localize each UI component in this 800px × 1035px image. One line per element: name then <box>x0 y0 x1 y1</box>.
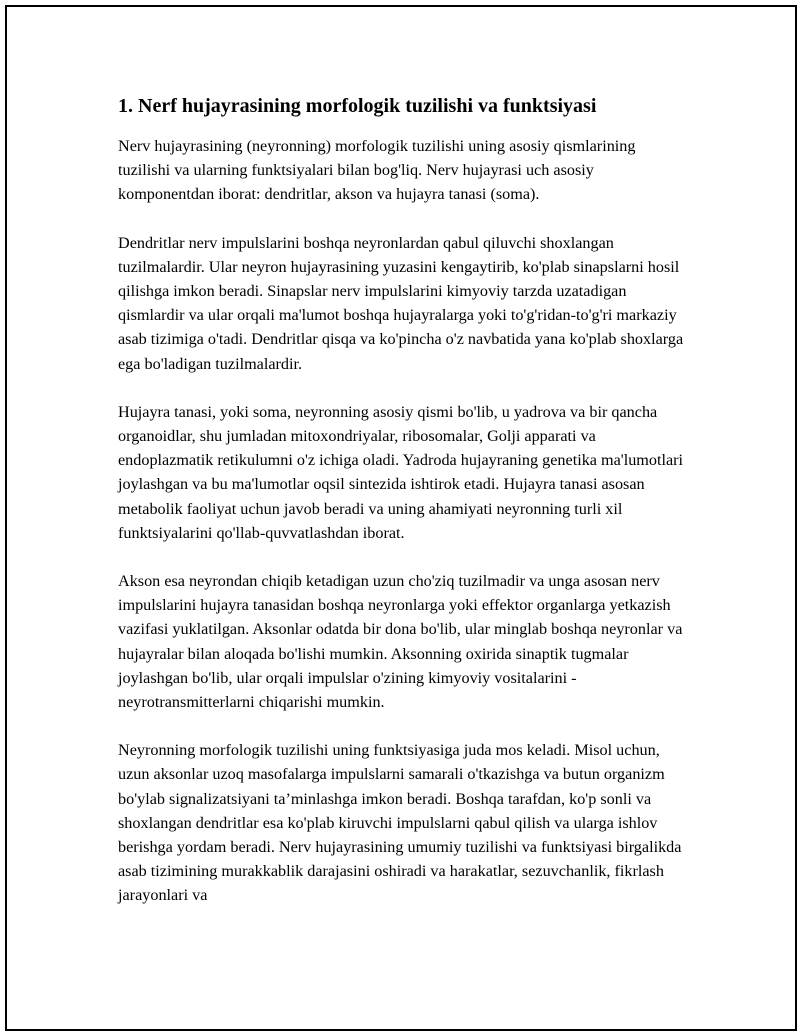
paragraph-conclusion: Neyronning morfologik tuzilishi uning funktsiyasiga juda mos keladi. Misol uchun, uzun aksonlar uzoq masofalarga impulslarni samarali o'tkazishga va butun organizm bo'ylab signalizatsiyani ta’minlashga imkon beradi. Boshqa tarafdan, ko'p sonli va shoxlangan dendritlar esa ko'plab kiruvchi impulslarni qabul qilish va ularga ishlov berishga yordam beradi. Nerv hujayrasining umumiy tuzilishi va funktsiyasi birgalikda asab tizimining murakkablik darajasini oshiradi va harakatlar, sezuvchanlik, fikrlash jarayonlari va <box>118 741 682 905</box>
paragraph-soma: Hujayra tanasi, yoki soma, neyronning asosiy qismi bo'lib, u yadrova va bir qancha organoidlar, shu jumladan mitoxondriyalar, ribosomalar, Golji apparati va endoplazmatik retikulumni o'z ichiga oladi. Yadroda hujayraning genetika ma'lumotlari joylashgan va bu ma'lumotlar oqsil sintezida ishtirok etadi. Hujayra tanasi asosan metabolik faoliyat uchun javob beradi va uning ahamiyati neyronning turli xil funktsiyalarini qo'llab-quvvatlashdan iborat. <box>118 402 684 542</box>
document-body <box>118 92 690 932</box>
paragraph-intro: Nerv hujayrasining (neyronning) morfologik tuzilishi uning asosiy qismlarining tuzilishi va ularning funktsiyalari bilan bog'liq. Nerv hujayrasi uch asosiy komponentdan iborat: dendritlar, akson va hujayra tanasi (soma). <box>118 137 636 204</box>
section-heading: 1. Nerf hujayrasining morfologik tuzilishi va funktsiyasi <box>118 95 597 117</box>
paragraph-axon: Akson esa neyrondan chiqib ketadigan uzun cho'ziq tuzilmadir va unga asosan nerv impulslarini hujayra tanasidan boshqa neyronlarga yoki effektor organlarga yetkazish vazifasi yuklatilgan. Aksonlar odatda bir dona bo'lib, ular minglab boshqa neyronlar va hujayralar bilan aloqada bo'lishi mumkin. Aksonning oxirida sinaptik tugmalar joylashgan bo'lib, ular orqali impulslar o'zining kimyoviy vositalarini - neyrotransmitterlarni chiqarishi mumkin. <box>118 572 683 712</box>
paragraph-dendrites: Dendritlar nerv impulslarini boshqa neyronlardan qabul qiluvchi shoxlangan tuzilmalardir. Ular neyron hujayrasining yuzasini kengaytirib, ko'plab sinapslarni hosil qilishga imkon beradi. Sinapslar nerv impulslarini kimyoviy tarzda uzatadigan qismlardir va ular orqali ma'lumot boshqa hujayralarga yoki to'g'ridan-to'g'ri markaziy asab tizimiga o'tadi. Dendritlar qisqa va ko'pincha o'z navbatida yana ko'plab shoxlarga ega bo'ladigan tuzilmalardir. <box>118 233 684 373</box>
